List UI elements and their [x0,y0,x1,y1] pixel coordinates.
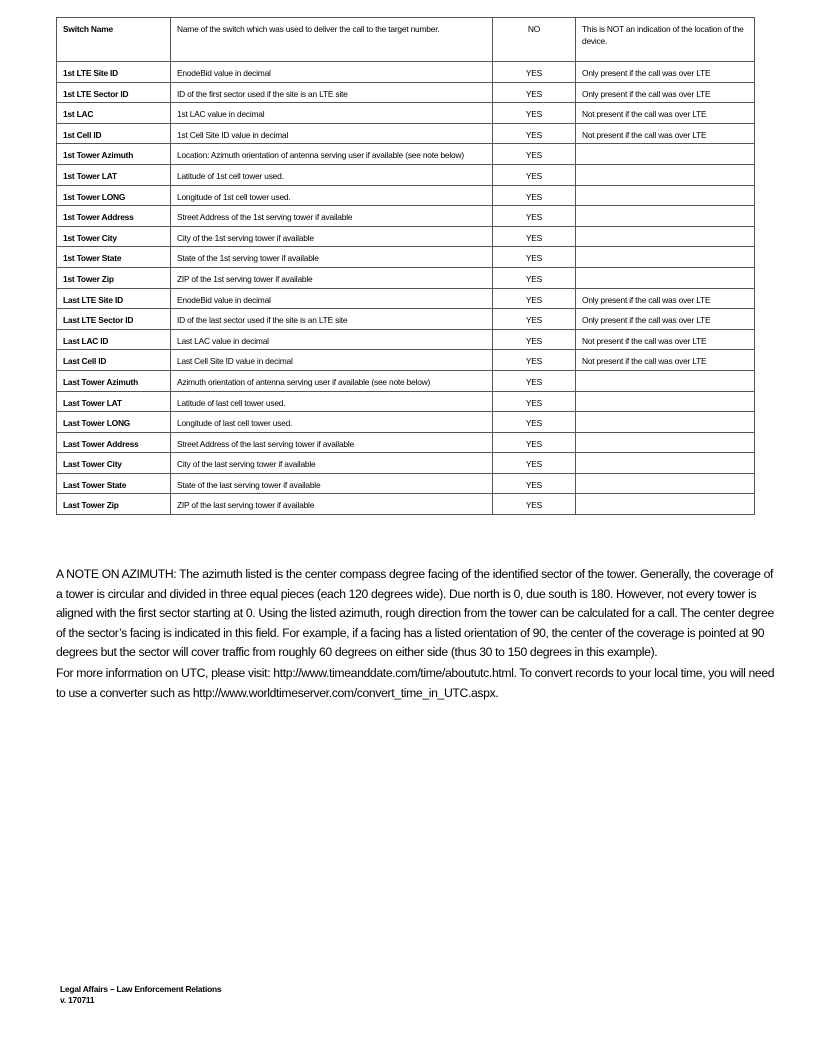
field-value-cell [493,226,576,247]
field-value: YES [525,438,543,449]
table-row [57,103,755,124]
field-notes-cell [576,123,755,144]
field-value-cell [493,144,576,165]
field-description: EnodeBid value in decimal [177,68,271,78]
table-row [57,329,755,350]
field-name-cell [57,473,171,494]
field-name-cell [57,185,171,206]
table-row [57,350,755,371]
field-description-cell [171,391,493,412]
field-name-cell [57,412,171,433]
field-name: 1st LAC [63,109,94,120]
table-row [57,288,755,309]
field-value-cell [493,391,576,412]
field-description-cell [171,82,493,103]
field-description: City of the last serving tower if available [177,459,316,470]
field-notes-cell [576,226,755,247]
field-description: Azimuth orientation of antenna serving user if available (see note below) [177,376,431,387]
table-row [57,226,755,247]
field-description-cell [171,144,493,165]
field-name-cell [57,18,171,62]
field-definitions-table [56,17,755,515]
table-row [57,370,755,391]
field-name: Last Tower City [63,459,122,470]
field-description-cell [171,288,493,309]
field-value-cell [493,350,576,371]
table-row [57,494,755,515]
field-description: ID of the last sector used if the site is an LTE site [177,315,348,326]
field-description: ZIP of the 1st serving tower if available [177,273,313,284]
field-value-cell [493,309,576,330]
field-name-cell [57,391,171,412]
field-name-cell [57,144,171,165]
field-description: ID of the first sector used if the site is an LTE site [177,88,348,99]
field-value: YES [525,294,543,305]
field-notes [582,227,748,232]
field-name-cell [57,432,171,453]
field-description-cell [171,103,493,124]
field-value-cell [493,62,576,83]
field-value: YES [525,129,543,140]
table-row [57,185,755,206]
table-row [57,267,755,288]
field-description-cell [171,164,493,185]
field-name-cell [57,288,171,309]
field-value: YES [525,212,543,223]
field-notes-cell [576,144,755,165]
footer-version: v. 170711 [60,995,95,1005]
field-value: YES [525,335,543,346]
field-name-cell [57,329,171,350]
utc-note: For more information on UTC, please visit: http://www.timeanddate.com/time/aboututc.html. To convert records to your local time, you will need to use a converter such as http://www.worldtimeserver.com/convert_time_in_UTC.aspx. [56,666,775,700]
field-notes [582,494,748,499]
field-value: YES [525,273,543,284]
field-notes: Not present if the call was over LTE [582,109,707,120]
field-name: Last Tower LAT [63,397,122,408]
field-name: 1st Tower Address [63,212,134,223]
field-notes [582,474,748,479]
field-value-cell [493,103,576,124]
field-name: 1st Cell ID [63,129,102,140]
field-notes: Not present if the call was over LTE [582,335,707,346]
field-notes: Only present if the call was over LTE [582,68,711,78]
field-name-cell [57,103,171,124]
field-notes-cell [576,309,755,330]
field-notes-cell [576,473,755,494]
table-row [57,473,755,494]
azimuth-note: A NOTE ON AZIMUTH: The azimuth listed is the center compass degree facing of the identified sector of the tower. Generally, the coverage of a tower is circular and divided in three equal pieces (each 120 degrees wide). Due north is 0, due south is 180. However, not every tower is aligned with the first sector starting at 0. Using the listed azimuth, rough direction from the tower can be calculated for a call. The center degree of the sector’s facing is indicated in this field. For example, if a facing has a listed orientation of 90, the center of the coverage is pointed at 90 degrees but the sector will cover traffic from roughly 60 degrees on either side (thus 30 to 150 degrees in this example). [56,567,774,660]
field-value: YES [525,459,543,470]
field-notes [582,392,748,397]
table-row [57,82,755,103]
field-description: 1st LAC value in decimal [177,109,265,120]
field-notes-cell [576,82,755,103]
field-description-cell [171,62,493,83]
field-value: YES [525,232,543,243]
table-row [57,164,755,185]
field-notes: Only present if the call was over LTE [582,315,711,326]
field-value: YES [525,315,543,326]
field-notes [582,144,748,149]
field-notes: Not present if the call was over LTE [582,356,707,367]
field-notes [582,412,748,417]
field-name: Switch Name [63,24,113,34]
field-value-cell [493,370,576,391]
field-name: 1st LTE Sector ID [63,88,129,99]
field-value-cell [493,432,576,453]
field-description-cell [171,206,493,227]
field-name-cell [57,453,171,474]
field-description: Last Cell Site ID value in decimal [177,356,293,367]
field-name: Last LTE Sector ID [63,315,134,326]
field-name: Last Tower Address [63,438,139,449]
field-value: YES [525,68,543,78]
field-description: EnodeBid value in decimal [177,294,271,305]
field-value: NO [527,24,541,34]
table-row [57,453,755,474]
field-name-cell [57,226,171,247]
field-value-cell [493,267,576,288]
field-value: YES [525,109,543,120]
field-notes-cell [576,206,755,227]
field-description-cell [171,226,493,247]
field-value-cell [493,164,576,185]
table-row [57,206,755,227]
field-name-cell [57,309,171,330]
field-description: 1st Cell Site ID value in decimal [177,129,289,140]
field-value-cell [493,18,576,62]
field-name: Last LAC ID [63,335,109,346]
field-name-cell [57,82,171,103]
field-value: YES [525,376,543,387]
field-description: City of the 1st serving tower if available [177,232,314,243]
field-name-cell [57,206,171,227]
field-value: YES [525,191,543,202]
field-value: YES [525,356,543,367]
field-value: YES [525,500,543,511]
field-notes-cell [576,247,755,268]
field-name: 1st Tower State [63,253,122,264]
field-notes-cell [576,329,755,350]
field-notes-cell [576,288,755,309]
field-description-cell [171,412,493,433]
field-notes-cell [576,350,755,371]
field-name: 1st Tower City [63,232,117,243]
field-value-cell [493,123,576,144]
field-description: State of the last serving tower if available [177,479,321,490]
field-description: Name of the switch which was used to deliver the call to the target number. [177,24,440,34]
footer-department: Legal Affairs – Law Enforcement Relations [60,984,222,994]
field-value-cell [493,206,576,227]
field-notes-cell [576,267,755,288]
table-row [57,391,755,412]
table-row [57,18,755,62]
field-notes [582,433,748,438]
field-name: 1st Tower LAT [63,170,117,181]
table-row [57,309,755,330]
field-name-cell [57,247,171,268]
field-description-cell [171,473,493,494]
field-name: Last Tower LONG [63,418,131,429]
field-name: Last Tower State [63,479,127,490]
field-notes: This is NOT an indication of the location of the device. [582,24,744,46]
field-description: Longitude of 1st cell tower used. [177,191,291,202]
field-name: 1st Tower Azimuth [63,150,134,161]
field-notes-cell [576,103,755,124]
field-description-cell [171,432,493,453]
field-value: YES [525,418,543,429]
field-notes [582,453,748,458]
field-description: Last LAC value in decimal [177,335,269,346]
field-value-cell [493,453,576,474]
field-value: YES [525,253,543,264]
field-description: State of the 1st serving tower if available [177,253,319,264]
field-notes-cell [576,412,755,433]
field-notes-cell [576,62,755,83]
field-notes [582,206,748,211]
field-notes-cell [576,18,755,62]
field-name-cell [57,370,171,391]
field-description-cell [171,247,493,268]
field-value-cell [493,412,576,433]
field-value-cell [493,288,576,309]
field-value: YES [525,150,543,161]
field-description-cell [171,370,493,391]
field-name: 1st LTE Site ID [63,68,119,78]
field-value-cell [493,329,576,350]
table-row [57,412,755,433]
field-description: Latitude of last cell tower used. [177,397,286,408]
field-notes: Only present if the call was over LTE [582,88,711,99]
field-name: 1st Tower LONG [63,191,126,202]
field-value: YES [525,479,543,490]
field-description: Street Address of the 1st serving tower if available [177,212,353,223]
field-value-cell [493,82,576,103]
field-description-cell [171,350,493,371]
field-name-cell [57,123,171,144]
field-notes-cell [576,494,755,515]
field-name: Last Tower Azimuth [63,376,139,387]
table-row [57,144,755,165]
field-description: Latitude of 1st cell tower used. [177,170,284,181]
field-description-cell [171,494,493,515]
field-notes: Only present if the call was over LTE [582,294,711,305]
field-notes [582,165,748,170]
field-value: YES [525,397,543,408]
field-notes [582,371,748,376]
field-notes-cell [576,164,755,185]
field-description: Longitude of last cell tower used. [177,418,293,429]
field-name-cell [57,267,171,288]
field-name-cell [57,350,171,371]
table-row [57,432,755,453]
field-name: Last Cell ID [63,356,107,367]
field-description-cell [171,329,493,350]
field-notes-cell [576,391,755,412]
field-notes-cell [576,432,755,453]
field-description: Location: Azimuth orientation of antenna serving user if available (see note below) [177,150,464,161]
field-name: 1st Tower Zip [63,273,114,284]
field-description-cell [171,185,493,206]
field-description: ZIP of the last serving tower if available [177,500,315,511]
field-description: Street Address of the last serving tower if available [177,438,355,449]
field-name-cell [57,164,171,185]
table-row [57,62,755,83]
field-notes [582,186,748,191]
field-description-cell [171,309,493,330]
field-notes-cell [576,185,755,206]
footer [60,984,221,1006]
field-notes [582,268,748,273]
field-value-cell [493,247,576,268]
field-description-cell [171,453,493,474]
field-notes-cell [576,453,755,474]
field-description-cell [171,267,493,288]
field-value: YES [525,88,543,99]
field-name: Last LTE Site ID [63,294,123,305]
field-notes [582,247,748,252]
table-row [57,247,755,268]
field-name-cell [57,62,171,83]
field-value: YES [525,170,543,181]
field-value-cell [493,494,576,515]
field-name-cell [57,494,171,515]
table-row [57,123,755,144]
field-notes-cell [576,370,755,391]
field-value-cell [493,473,576,494]
field-description-cell [171,18,493,62]
field-description-cell [171,123,493,144]
field-value-cell [493,185,576,206]
field-name: Last Tower Zip [63,500,119,511]
field-notes: Not present if the call was over LTE [582,129,707,140]
